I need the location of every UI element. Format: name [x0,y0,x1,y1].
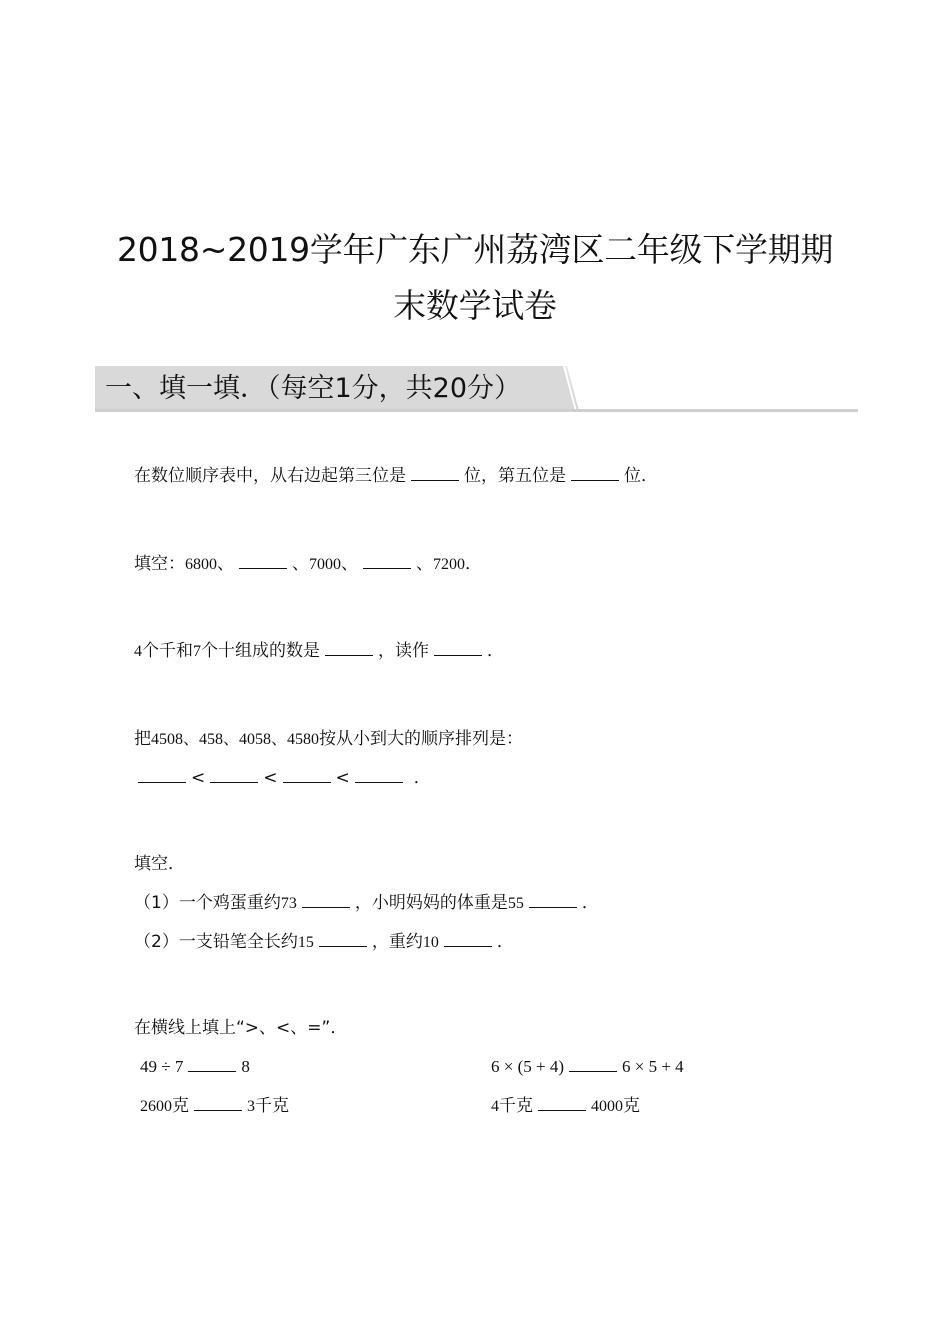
q4-text-1: 把 [134,729,151,749]
q4-lt-3: < [335,768,350,788]
q3-end: ． [487,641,504,661]
q2-blank-2[interactable] [363,552,411,569]
q5-sub1-label: （1）一个鸡蛋重约 [134,893,281,913]
q2-end: ． [465,554,482,574]
question-1 [134,464,658,488]
q6-d-unit-1: 千克 [499,1096,533,1116]
question-5-sub-1 [134,891,599,916]
q5-sub2-end: ． [496,932,514,952]
exam-title-line1: 2018~2019学年广东广州荔湾区二年级下学期期 [116,230,834,269]
q6-compare-b [491,1055,684,1079]
q3-text-3: ，读作 [378,641,429,661]
q6-c-unit-2: 千克 [255,1096,289,1116]
q6-d-number-1: 4 [491,1098,499,1115]
q6-compare-a [140,1055,250,1079]
q3-text-2: 个十组成的数是 [201,641,320,661]
q2-sep-4: 、 [416,554,433,574]
q6-a-right: 8 [241,1057,250,1076]
question-6-head: 在横线上填上“>、<、=”． [134,1018,348,1038]
q5-sub1-blank-1[interactable] [302,891,350,908]
q2-number-1: 6800 [185,556,217,573]
question-5-head: 填空． [134,854,185,874]
q6-a-left: 49 ÷ 7 [140,1057,184,1076]
q2-blank-1[interactable] [239,552,287,569]
q4-blank-1[interactable] [138,766,186,783]
q5-sub1-mid: ，小明妈妈的体重是 [354,893,508,913]
q1-blank-1[interactable] [411,464,459,481]
q2-number-2: 7000 [309,556,341,573]
q6-a-blank[interactable] [188,1055,236,1072]
q6-compare-d [491,1094,640,1119]
q1-text-3: 位． [624,466,658,486]
q6-c-number-2: 3 [247,1098,255,1115]
q4-numbers: 4508、458、4058、4580 [151,731,320,748]
question-5-sub-2 [134,930,514,955]
q2-sep-1: 、 [217,554,234,574]
q3-number-1: 4 [134,643,142,660]
q6-c-unit-1: 克 [172,1096,189,1116]
exam-title [95,222,855,334]
q4-end: ． [413,768,431,788]
q5-sub1-end: ． [581,893,599,913]
q6-d-number-2: 4000 [591,1098,623,1115]
q4-lt-1: < [191,768,206,788]
q5-sub1-blank-2[interactable] [529,891,577,908]
q5-sub1-number-1: 73 [280,895,297,912]
q5-sub2-number-1: 15 [297,934,314,951]
q6-d-blank[interactable] [538,1094,586,1111]
q4-blank-4[interactable] [355,766,403,783]
q4-blank-3[interactable] [283,766,331,783]
q3-blank-2[interactable] [434,639,482,656]
q6-c-number-1: 2600 [140,1098,172,1115]
question-4-answer-row [133,766,431,790]
q5-sub2-number-2: 10 [422,934,439,951]
q5-sub2-blank-1[interactable] [319,930,367,947]
q1-blank-2[interactable] [571,464,619,481]
question-4 [134,727,523,752]
q6-b-right: 6 × 5 + 4 [622,1057,684,1076]
q6-c-blank[interactable] [194,1094,242,1111]
q4-blank-2[interactable] [210,766,258,783]
q3-blank-1[interactable] [325,639,373,656]
q1-text-2: 位，第五位是 [464,466,566,486]
q6-b-blank[interactable] [569,1055,617,1072]
exam-title-line2: 末数学试卷 [393,286,557,325]
q5-sub2-label: （2）一支铅笔全长约 [134,932,298,952]
q3-text-1: 个千和 [142,641,193,661]
q2-sep-3: 、 [341,554,358,574]
question-2 [134,552,482,577]
question-3 [134,639,504,664]
q6-d-unit-2: 克 [623,1096,640,1116]
q5-sub2-mid: ，重约 [371,932,423,952]
q4-text-2: 按从小到大的顺序排列是： [319,729,524,749]
q6-compare-c [140,1094,289,1119]
section-title: 一、填一填．（每空1分，共20分） [105,373,522,404]
q5-sub2-blank-2[interactable] [444,930,492,947]
q5-sub1-number-2: 55 [507,895,524,912]
q2-number-3: 7200 [433,556,465,573]
section-header-underline [95,409,858,412]
q2-text-1: 填空： [134,554,185,574]
q4-lt-2: < [263,768,278,788]
q3-number-2: 7 [193,643,201,660]
q1-text-1: 在数位顺序表中，从右边起第三位是 [134,466,406,486]
q2-sep-2: 、 [292,554,309,574]
q6-b-left: 6 × (5 + 4) [491,1057,564,1076]
